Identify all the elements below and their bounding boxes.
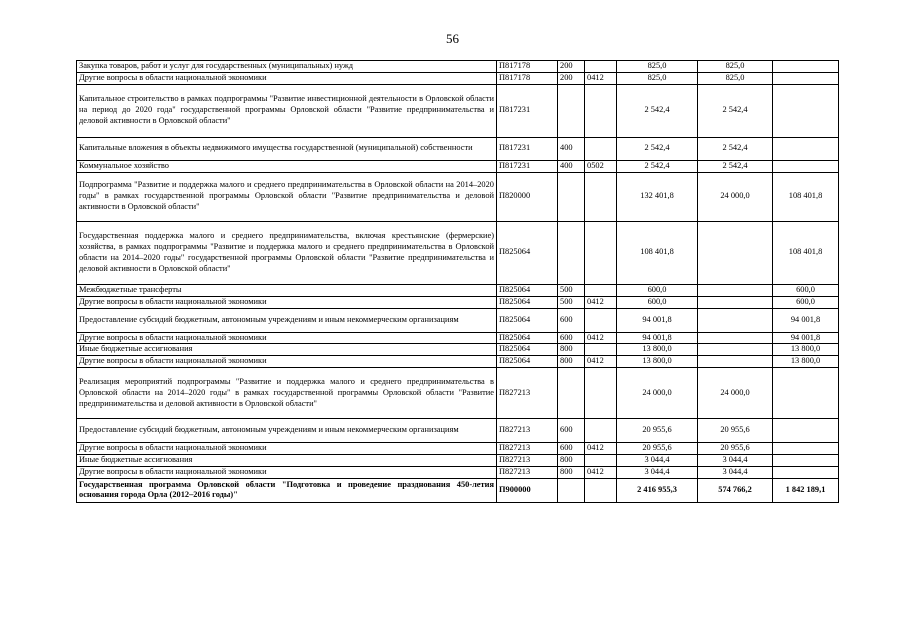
row-section-cell: 0412: [585, 467, 617, 479]
row-total-cell: 132 401,8: [617, 172, 698, 221]
row-total-cell: 2 542,4: [617, 160, 698, 172]
row-sum-cell: 13 800,0: [773, 344, 839, 356]
row-sum-cell: [773, 419, 839, 443]
table-row: [77, 84, 839, 137]
row-expense-type-cell: [558, 84, 585, 137]
row-sum-cell: 825,0: [698, 61, 773, 73]
row-section-cell: 0412: [585, 72, 617, 84]
row-section-cell: 0412: [585, 356, 617, 368]
row-name-cell: Другие вопросы в области национальной экономики: [77, 467, 497, 479]
row-section-cell: 0412: [585, 443, 617, 455]
row-expense-type-cell: [558, 221, 585, 284]
row-section-cell: [585, 221, 617, 284]
row-section-cell: [585, 84, 617, 137]
row-section-cell: 0502: [585, 160, 617, 172]
row-name-cell: Предоставление субсидий бюджетным, автономным учреждениям и иным некоммерческим организациям: [77, 419, 497, 443]
row-sum-cell: [773, 61, 839, 73]
row-code-cell: П827213: [497, 467, 558, 479]
row-expense-type-cell: [558, 478, 585, 502]
row-section-cell: [585, 478, 617, 502]
row-code-cell: П817178: [497, 72, 558, 84]
row-sum-cell: 13 800,0: [773, 356, 839, 368]
row-sum-cell: [773, 467, 839, 479]
row-code-cell: П817231: [497, 84, 558, 137]
table-row: [77, 368, 839, 419]
row-sum-cell: 94 001,8: [773, 308, 839, 332]
row-code-cell: П825064: [497, 332, 558, 344]
row-expense-type-cell: 400: [558, 137, 585, 160]
row-sum-cell: 825,0: [698, 72, 773, 84]
row-sum-cell: 600,0: [773, 296, 839, 308]
table-row: [77, 72, 839, 84]
row-sum-cell: 2 542,4: [698, 137, 773, 160]
row-name-cell: Реализация мероприятий подпрограммы "Развитие и поддержка малого и среднего предпринимательства в Орловской области на 2014–2020 годы" в рамках государственной программы Орловской области "Развитие предпринимательства и деловой активности в Орловской области": [77, 368, 497, 419]
row-total-cell: 825,0: [617, 72, 698, 84]
row-expense-type-cell: 800: [558, 344, 585, 356]
row-sum-cell: [698, 356, 773, 368]
row-sum-cell: [773, 160, 839, 172]
row-sum-cell: [698, 284, 773, 296]
row-code-cell: П825064: [497, 296, 558, 308]
row-total-cell: 2 416 955,3: [617, 478, 698, 502]
table-row: [77, 332, 839, 344]
row-total-cell: 3 044,4: [617, 455, 698, 467]
row-expense-type-cell: [558, 368, 585, 419]
row-total-cell: 20 955,6: [617, 419, 698, 443]
row-sum-cell: 94 001,8: [773, 332, 839, 344]
row-code-cell: П820000: [497, 172, 558, 221]
table-row: [77, 172, 839, 221]
row-code-cell: П900000: [497, 478, 558, 502]
row-sum-cell: 20 955,6: [698, 443, 773, 455]
table-row: [77, 61, 839, 73]
row-expense-type-cell: 400: [558, 160, 585, 172]
row-name-cell: Другие вопросы в области национальной экономики: [77, 443, 497, 455]
row-total-cell: 94 001,8: [617, 332, 698, 344]
row-name-cell: Другие вопросы в области национальной экономики: [77, 356, 497, 368]
table-row: [77, 478, 839, 502]
row-expense-type-cell: 600: [558, 419, 585, 443]
table-row: [77, 443, 839, 455]
row-code-cell: П825064: [497, 344, 558, 356]
row-name-cell: Межбюджетные трансферты: [77, 284, 497, 296]
row-expense-type-cell: 600: [558, 443, 585, 455]
row-code-cell: П825064: [497, 284, 558, 296]
row-sum-cell: [698, 344, 773, 356]
row-sum-cell: 24 000,0: [698, 368, 773, 419]
row-name-cell: Государственная поддержка малого и среднего предпринимательства, включая крестьянские (фермерские) хозяйства, в рамках подпрограммы "Развитие и поддержка малого и среднего предпринимательства в Орловской области на 2014–2020 годы" государственной программы Орловской области "Развитие предпринимательства и деловой активности в Орловской области": [77, 221, 497, 284]
row-expense-type-cell: [558, 172, 585, 221]
row-section-cell: [585, 61, 617, 73]
row-code-cell: П827213: [497, 443, 558, 455]
row-section-cell: 0412: [585, 296, 617, 308]
row-section-cell: [585, 308, 617, 332]
row-section-cell: [585, 172, 617, 221]
row-name-cell: Предоставление субсидий бюджетным, автономным учреждениям и иным некоммерческим организациям: [77, 308, 497, 332]
row-section-cell: [585, 344, 617, 356]
row-sum-cell: [698, 221, 773, 284]
row-name-cell: Подпрограмма "Развитие и поддержка малого и среднего предпринимательства в Орловской области на 2014–2020 годы" в рамках государственной программы Орловской области "Развитие предпринимательства и деловой активности в Орловской области": [77, 172, 497, 221]
row-sum-cell: 24 000,0: [698, 172, 773, 221]
row-total-cell: 13 800,0: [617, 344, 698, 356]
table-row: [77, 356, 839, 368]
row-expense-type-cell: 800: [558, 356, 585, 368]
row-section-cell: [585, 368, 617, 419]
row-total-cell: 20 955,6: [617, 443, 698, 455]
row-name-cell: Государственная программа Орловской области "Подготовка и проведение празднования 450-летия основания города Орла (2012–2016 годы)": [77, 478, 497, 502]
row-sum-cell: 20 955,6: [698, 419, 773, 443]
row-expense-type-cell: 200: [558, 61, 585, 73]
row-name-cell: Иные бюджетные ассигнования: [77, 344, 497, 356]
row-sum-cell: [773, 72, 839, 84]
row-section-cell: [585, 419, 617, 443]
row-code-cell: П817231: [497, 137, 558, 160]
table-row: [77, 467, 839, 479]
table-row: [77, 221, 839, 284]
row-name-cell: Иные бюджетные ассигнования: [77, 455, 497, 467]
row-total-cell: 13 800,0: [617, 356, 698, 368]
row-sum-cell: [698, 308, 773, 332]
table-row: [77, 160, 839, 172]
row-sum-cell: [698, 296, 773, 308]
row-total-cell: 825,0: [617, 61, 698, 73]
row-sum-cell: 3 044,4: [698, 455, 773, 467]
row-section-cell: [585, 284, 617, 296]
row-section-cell: [585, 455, 617, 467]
row-sum-cell: [773, 137, 839, 160]
table-row: [77, 344, 839, 356]
table-row: [77, 284, 839, 296]
row-expense-type-cell: 500: [558, 284, 585, 296]
row-section-cell: [585, 137, 617, 160]
row-name-cell: Капитальные вложения в объекты недвижимого имущества государственной (муниципальной) собственности: [77, 137, 497, 160]
row-expense-type-cell: 800: [558, 467, 585, 479]
row-total-cell: 600,0: [617, 284, 698, 296]
row-code-cell: П817178: [497, 61, 558, 73]
table-row: [77, 419, 839, 443]
row-section-cell: 0412: [585, 332, 617, 344]
row-sum-cell: [773, 443, 839, 455]
row-sum-cell: [773, 455, 839, 467]
row-sum-cell: 2 542,4: [698, 84, 773, 137]
row-code-cell: П827213: [497, 419, 558, 443]
row-code-cell: П825064: [497, 356, 558, 368]
row-total-cell: 2 542,4: [617, 137, 698, 160]
row-total-cell: 2 542,4: [617, 84, 698, 137]
row-total-cell: 24 000,0: [617, 368, 698, 419]
table-row: [77, 455, 839, 467]
table-row: [77, 296, 839, 308]
row-code-cell: П825064: [497, 221, 558, 284]
row-sum-cell: [698, 332, 773, 344]
row-sum-cell: 2 542,4: [698, 160, 773, 172]
row-name-cell: Закупка товаров, работ и услуг для государственных (муниципальных) нужд: [77, 61, 497, 73]
row-name-cell: Другие вопросы в области национальной экономики: [77, 332, 497, 344]
row-total-cell: 108 401,8: [617, 221, 698, 284]
row-code-cell: П825064: [497, 308, 558, 332]
row-sum-cell: 3 044,4: [698, 467, 773, 479]
row-sum-cell: 108 401,8: [773, 172, 839, 221]
row-sum-cell: 600,0: [773, 284, 839, 296]
row-sum-cell: [773, 84, 839, 137]
row-expense-type-cell: 600: [558, 332, 585, 344]
row-name-cell: Капитальное строительство в рамках подпрограммы "Развитие инвестиционной деятельности в Орловской области на период до 2020 года" государственной программы Орловской области "Развитие предпринимательства и деловой активности в Орловской области": [77, 84, 497, 137]
table-row: [77, 137, 839, 160]
page-number: 56: [446, 31, 459, 46]
budget-table: [76, 60, 839, 503]
row-sum-cell: 1 842 189,1: [773, 478, 839, 502]
row-total-cell: 3 044,4: [617, 467, 698, 479]
row-sum-cell: 108 401,8: [773, 221, 839, 284]
table-row: [77, 308, 839, 332]
row-name-cell: Другие вопросы в области национальной экономики: [77, 296, 497, 308]
row-expense-type-cell: 600: [558, 308, 585, 332]
row-sum-cell: [773, 368, 839, 419]
budget-table-body: [77, 61, 839, 503]
row-code-cell: П817231: [497, 160, 558, 172]
row-sum-cell: 574 766,2: [698, 478, 773, 502]
row-total-cell: 600,0: [617, 296, 698, 308]
row-code-cell: П827213: [497, 368, 558, 419]
row-code-cell: П827213: [497, 455, 558, 467]
row-name-cell: Другие вопросы в области национальной экономики: [77, 72, 497, 84]
row-expense-type-cell: 200: [558, 72, 585, 84]
row-total-cell: 94 001,8: [617, 308, 698, 332]
row-expense-type-cell: 500: [558, 296, 585, 308]
row-name-cell: Коммунальное хозяйство: [77, 160, 497, 172]
row-expense-type-cell: 800: [558, 455, 585, 467]
